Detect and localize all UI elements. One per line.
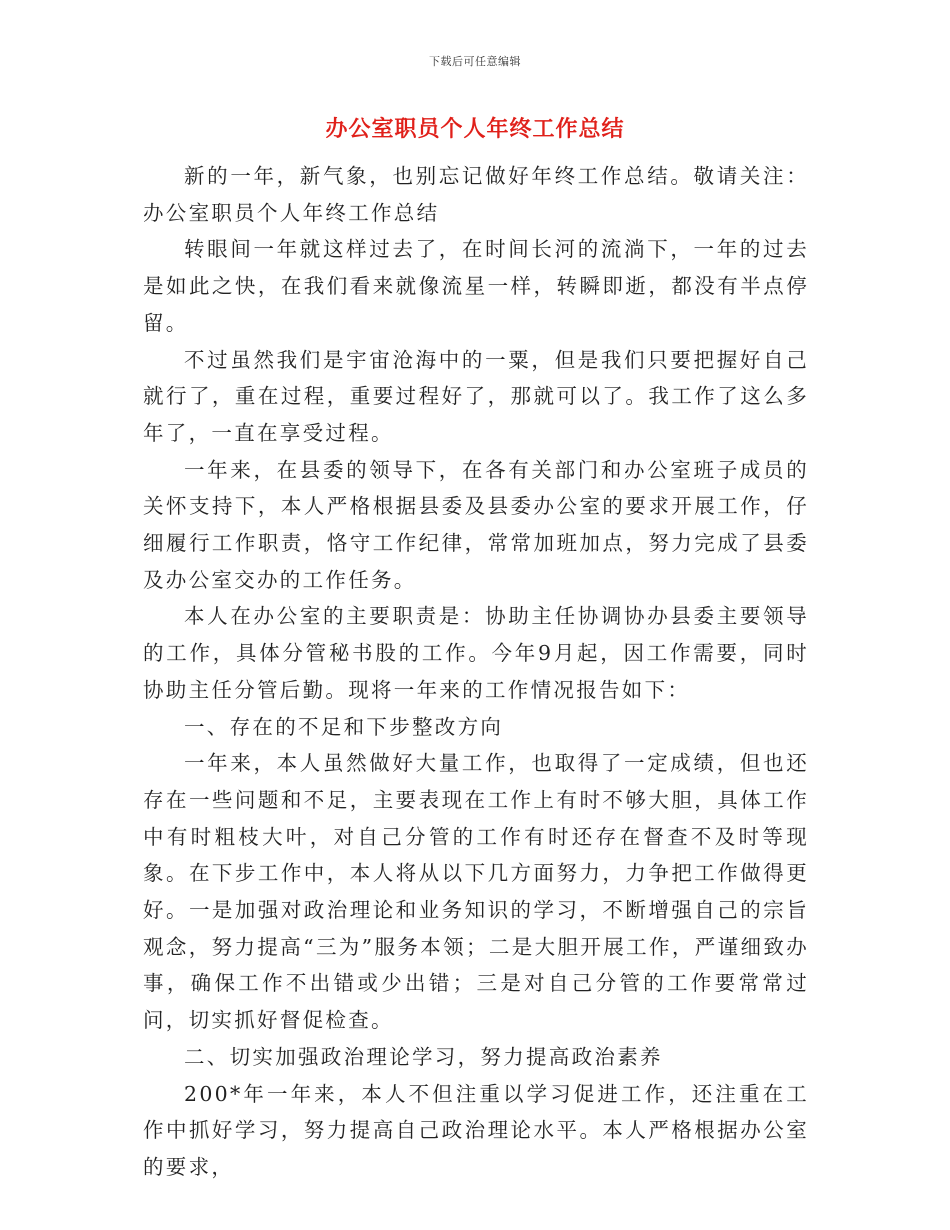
section-heading-1: 一、存在的不足和下步整改方向 (184, 714, 504, 739)
section-heading-2: 二、切实加强政治理论学习，努力提高政治素养 (184, 1044, 663, 1069)
paragraph-process: 不过虽然我们是宇宙沧海中的一粟，但是我们只要把握好自己就行了，重在过程，重要过程好了，那就可以了。我工作了这么多年了，一直在享受过程。 (143, 347, 809, 445)
document-body (143, 158, 809, 1186)
header-note: 下载后可任意编辑 (429, 55, 521, 68)
paragraph-shortcomings: 一年来，本人虽然做好大量工作，也取得了一定成绩，但也还存在一些问题和不足，主要表现在工作上有时不够大胆，具体工作中有时粗枝大叶，对自己分管的工作有时还存在督查不及时等现象。在下步工作中，本人将从以下几方面努力，力争把工作做得更好。一是加强对政治理论和业务知识的学习，不断增强自己的宗旨观念，努力提高“三为”服务本领；二是大胆开展工作，严谨细致办事，确保工作不出错或少出错；三是对自己分管的工作要常常过问，切实抓好督促检查。 (143, 751, 809, 1033)
paragraph-overview: 一年来，在县委的领导下，在各有关部门和办公室班子成员的关怀支持下，本人严格根据县委及县委办公室的要求开展工作，仔细履行工作职责，恪守工作纪律，常常加班加点，努力完成了县委及办公室交办的工作任务。 (143, 457, 809, 592)
paragraph-intro: 新的一年，新气象，也别忘记做好年终工作总结。敬请关注：办公室职员个人年终工作总结 (143, 164, 809, 225)
paragraph-study: 200*年一年来，本人不但注重以学习促进工作，还注重在工作中抓好学习，努力提高自己政治理论水平。本人严格根据办公室的要求， (143, 1081, 809, 1179)
paragraph-time: 转眼间一年就这样过去了，在时间长河的流淌下，一年的过去是如此之快，在我们看来就像流星一样，转瞬即逝，都没有半点停留。 (143, 237, 809, 335)
paragraph-duties: 本人在办公室的主要职责是：协助主任协调协办县委主要领导的工作，具体分管秘书股的工作。今年9月起，因工作需要，同时协助主任分管后勤。现将一年来的工作情况报告如下： (143, 604, 809, 702)
document-title: 办公室职员个人年终工作总结 (325, 116, 625, 142)
